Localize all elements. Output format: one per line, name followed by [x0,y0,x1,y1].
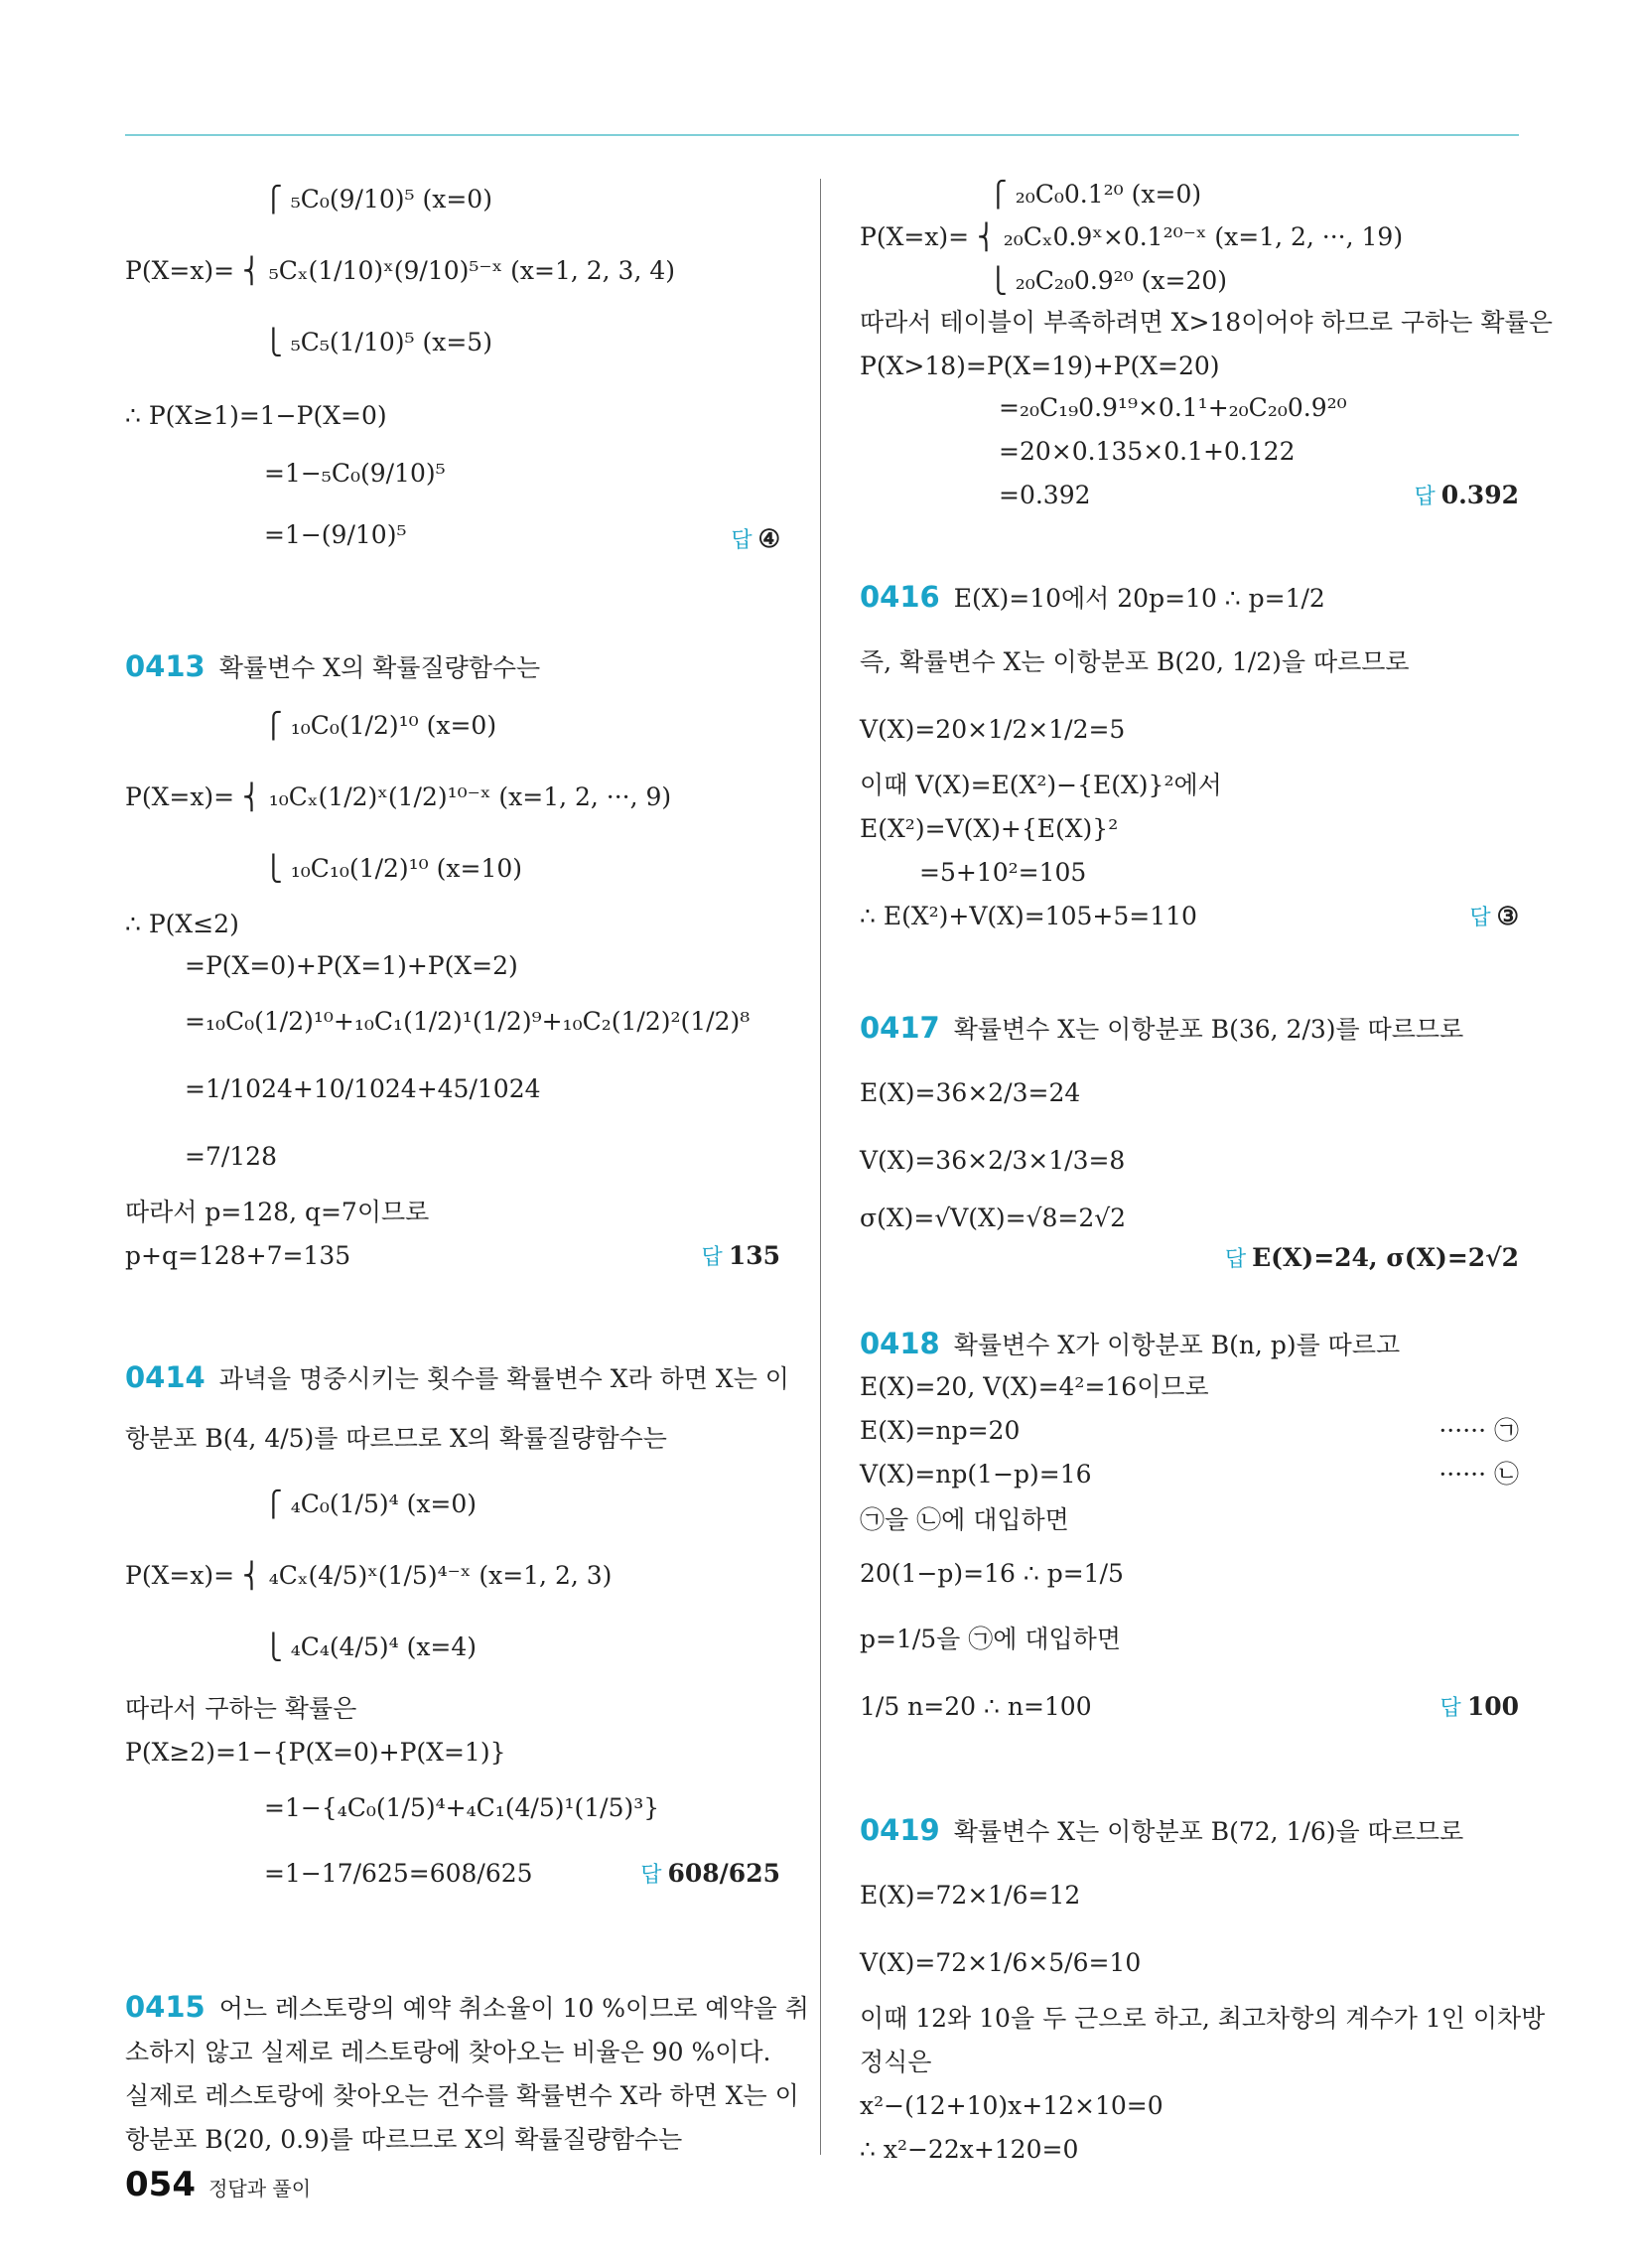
answer-box [1440,1691,1519,1725]
line-text: 1/5 n=20 ∴ n=100 [860,1692,1092,1721]
solution-line [125,1560,612,1592]
line-text: V(X)=np(1−p)=16 [860,1460,1092,1488]
solution-line [125,781,671,813]
line-text: E(X)=20, V(X)=4²=16이므로 [860,1372,1209,1401]
line-text: 항분포 B(4, 4/5)를 따르므로 X의 확률질량함수는 [125,1424,667,1453]
line-text: 확률변수 X는 이항분포 B(72, 1/6)을 따르므로 [953,1817,1464,1846]
line-text: ⎧ ₄C₀(1/5)⁴ (x=0) [264,1489,478,1518]
solution-line [264,710,496,742]
answer-label: 답 [1224,1247,1247,1272]
line-text: 실제로 레스토랑에 찾아오는 건수를 확률변수 X라 하면 X는 이 [125,2081,799,2110]
solution-line [185,950,518,982]
problem-number: 0415 [125,1990,205,2024]
solution-line [860,2003,1545,2035]
line-text: σ(X)=√V(X)=√8=2√2 [860,1204,1127,1232]
line-text: 정식은 [860,2048,932,2076]
problem-number: 0413 [125,649,205,683]
solution-line [989,179,1201,211]
solution-line [264,853,522,885]
solution-line [264,1792,659,1824]
line-text: =0.392 [999,481,1091,509]
answer-label: 답 [1414,485,1436,509]
line-text: ∴ P(X≥1)=1−P(X=0) [125,401,387,430]
solution-line [125,909,239,940]
solution-line [860,1504,1069,1536]
solution-line [860,1203,1126,1234]
line-text: =1−(9/10)⁵ [264,520,407,549]
answer-box [640,1858,780,1892]
solution-line [264,458,446,490]
line-text: V(X)=20×1/2×1/2=5 [860,715,1126,744]
problem-number: 0416 [860,580,940,614]
line-text: p=1/5을 ㉠에 대입하면 [860,1625,1121,1653]
solution-line [860,1624,1121,1655]
solution-line [264,519,406,551]
answer-box [1225,1242,1519,1276]
problem-number: 0418 [860,1327,940,1360]
line-text: 이때 V(X)=E(X²)−{E(X)}²에서 [860,771,1222,799]
line-text: ∴ P(X≤2) [125,910,239,938]
problem-number: 0417 [860,1011,940,1045]
solution-line [125,1737,506,1769]
solution-line [185,1006,750,1038]
line-text: 확률변수 X의 확률질량함수는 [218,653,541,682]
solution-line [860,1691,1092,1723]
answer-value: 100 [1466,1692,1519,1721]
line-text: V(X)=72×1/6×5/6=10 [860,1948,1142,1977]
solution-line [860,307,1553,339]
answer-label: 답 [731,528,753,553]
answer-value: 135 [728,1241,780,1270]
solution-line [125,2124,682,2156]
solution-line [860,1947,1141,1979]
solution-line [860,1371,1209,1403]
solution-line [860,646,1410,678]
solution-line [860,714,1125,746]
problem-line [125,1361,789,1395]
solution-line [264,1858,533,1890]
page-label: 정답과 풀이 [208,2177,312,2200]
solution-line [860,901,1197,932]
line-text: 따라서 구하는 확률은 [125,1694,357,1723]
line-text: P(X=x)= ⎨ ₂₀Cₓ0.9ˣ×0.1²⁰⁻ˣ (x=1, 2, ···, 19) [860,222,1404,251]
line-text: 확률변수 X가 이항분포 B(n, p)를 따르고 [953,1331,1401,1359]
solution-line [999,436,1296,468]
solution-line [125,2037,770,2068]
solution-line [125,1197,429,1228]
line-text: V(X)=36×2/3×1/3=8 [860,1146,1126,1175]
solution-line [185,1141,277,1173]
solution-line [264,1631,477,1663]
solution-line [125,2080,799,2112]
solution-line [264,327,492,358]
line-text: ⎩ ₄C₄(4/5)⁴ (x=4) [264,1632,478,1661]
page-number: 054 [125,2165,196,2204]
answer-box [731,523,780,557]
answer-box [1469,901,1519,934]
line-text: E(X²)=V(X)+{E(X)}² [860,814,1119,843]
line-text: 즉, 확률변수 X는 이항분포 B(20, 1/2)을 따르므로 [860,647,1410,676]
solution-line [125,1423,667,1455]
answer-value: 0.392 [1440,481,1519,509]
problem-line [860,1012,1463,1046]
answer-value: ④ [757,524,780,553]
solution-line [860,351,1220,382]
solution-line [860,1077,1080,1109]
line-text: P(X>18)=P(X=19)+P(X=20) [860,352,1220,380]
solution-line [185,1073,541,1105]
answer-box [1414,480,1519,513]
line-text: ∴ x²−22x+120=0 [860,2135,1079,2164]
solution-line [860,2134,1078,2166]
line-text: ⎩ ₁₀C₁₀(1/2)¹⁰ (x=10) [264,854,523,883]
line-text: E(X)=np=20 [860,1416,1021,1445]
equation-tag: ······ ㉡ [1438,1460,1519,1488]
line-text: 이때 12와 10을 두 근으로 하고, 최고차항의 계수가 1인 이차방 [860,2004,1546,2033]
problem-line [860,1814,1463,1848]
solution-line [125,400,387,432]
answer-value: 608/625 [667,1859,780,1888]
line-text: x²−(12+10)x+12×10=0 [860,2091,1163,2120]
solution-line [125,255,675,287]
solution-line [860,1880,1080,1912]
solution-line [999,392,1347,424]
line-text: P(X=x)= ⎨ ₄Cₓ(4/5)ˣ(1/5)⁴⁻ˣ (x=1, 2, 3) [125,1561,613,1590]
line-text: ㉠을 ㉡에 대입하면 [860,1505,1069,1534]
line-text: =7/128 [185,1142,277,1171]
answer-label: 답 [640,1863,662,1888]
line-text: ⎧ ₁₀C₀(1/2)¹⁰ (x=0) [264,711,497,740]
line-text: P(X=x)= ⎨ ₅Cₓ(1/10)ˣ(9/10)⁵⁻ˣ (x=1, 2, 3, 4) [125,256,676,285]
solution-line [860,1558,1124,1590]
problem-line [125,1991,809,2025]
answer-label: 답 [1469,906,1491,930]
line-text: ⎧ ₅C₀(9/10)⁵ (x=0) [264,185,492,213]
line-text: =1/1024+10/1024+45/1024 [185,1074,541,1103]
solution-line [860,813,1118,845]
line-text: P(X≥2)=1−{P(X=0)+P(X=1)} [125,1738,506,1767]
line-text: E(X)=36×2/3=24 [860,1078,1081,1107]
solution-line [264,1488,477,1520]
column-divider [820,179,821,2155]
problem-number: 0414 [125,1360,205,1394]
problem-number: 0419 [860,1813,940,1847]
line-text: 20(1−p)=16 ∴ p=1/5 [860,1559,1124,1588]
line-text: =20×0.135×0.1+0.122 [999,437,1296,466]
line-text: 따라서 테이블이 부족하려면 X>18이어야 하므로 구하는 확률은 [860,308,1553,337]
answer-value: ③ [1496,902,1519,930]
solution-line [860,2090,1163,2122]
problem-line [860,1328,1400,1361]
equation-tag: ······ ㉠ [1438,1416,1519,1445]
line-text: 소하지 않고 실제로 레스토랑에 찾아오는 비율은 90 %이다. [125,2038,771,2066]
line-text: ⎧ ₂₀C₀0.1²⁰ (x=0) [989,180,1202,209]
line-text: p+q=128+7=135 [125,1241,351,1270]
line-text: ∴ E(X²)+V(X)=105+5=110 [860,902,1197,930]
line-text: =1−₅C₀(9/10)⁵ [264,459,446,488]
page-footer [125,2165,311,2204]
answer-label: 답 [1439,1696,1461,1721]
solution-line [989,265,1227,297]
line-text: 과녁을 명중시키는 횟수를 확률변수 X라 하면 X는 이 [218,1364,789,1393]
problem-line [860,581,1325,615]
line-text: P(X=x)= ⎨ ₁₀Cₓ(1/2)ˣ(1/2)¹⁰⁻ˣ (x=1, 2, ···, 9) [125,782,672,811]
answer-value: E(X)=24, σ(X)=2√2 [1252,1243,1519,1272]
line-text: 확률변수 X는 이항분포 B(36, 2/3)를 따르므로 [953,1015,1464,1044]
line-text: E(X)=72×1/6=12 [860,1881,1081,1910]
line-text: E(X)=10에서 20p=10 ∴ p=1/2 [953,584,1325,613]
solution-line [860,1459,1092,1490]
line-text: =1−{₄C₀(1/5)⁴+₄C₁(4/5)¹(1/5)³} [264,1793,660,1822]
answer-box [702,1240,780,1274]
solution-line [860,1145,1125,1177]
solution-line [999,480,1091,511]
line-text: =5+10²=105 [919,858,1087,887]
solution-line [919,857,1086,889]
solution-line [860,2047,931,2078]
line-text: ⎩ ₅C₅(1/10)⁵ (x=5) [264,328,492,356]
solution-line [264,184,492,215]
solution-line [125,1693,356,1725]
line-text: =P(X=0)+P(X=1)+P(X=2) [185,951,518,980]
solution-line [860,221,1403,253]
line-text: 따라서 p=128, q=7이므로 [125,1198,430,1226]
line-text: 어느 레스토랑의 예약 취소율이 10 %이므로 예약을 취 [218,1994,809,2023]
line-text: 항분포 B(20, 0.9)를 따르므로 X의 확률질량함수는 [125,2125,683,2154]
answer-label: 답 [701,1245,723,1270]
line-text: =₂₀C₁₉0.9¹⁹×0.1¹+₂₀C₂₀0.9²⁰ [999,393,1347,422]
problem-line [125,650,540,684]
line-text: =1−17/625=608/625 [264,1859,533,1888]
line-text: ⎩ ₂₀C₂₀0.9²⁰ (x=20) [989,266,1228,295]
solution-line [125,1240,350,1272]
line-text: =₁₀C₀(1/2)¹⁰+₁₀C₁(1/2)¹(1/2)⁹+₁₀C₂(1/2)²(1/2)⁸ [185,1007,751,1036]
solution-line [860,1415,1020,1447]
header-rule [125,134,1519,136]
solution-line [860,770,1222,801]
